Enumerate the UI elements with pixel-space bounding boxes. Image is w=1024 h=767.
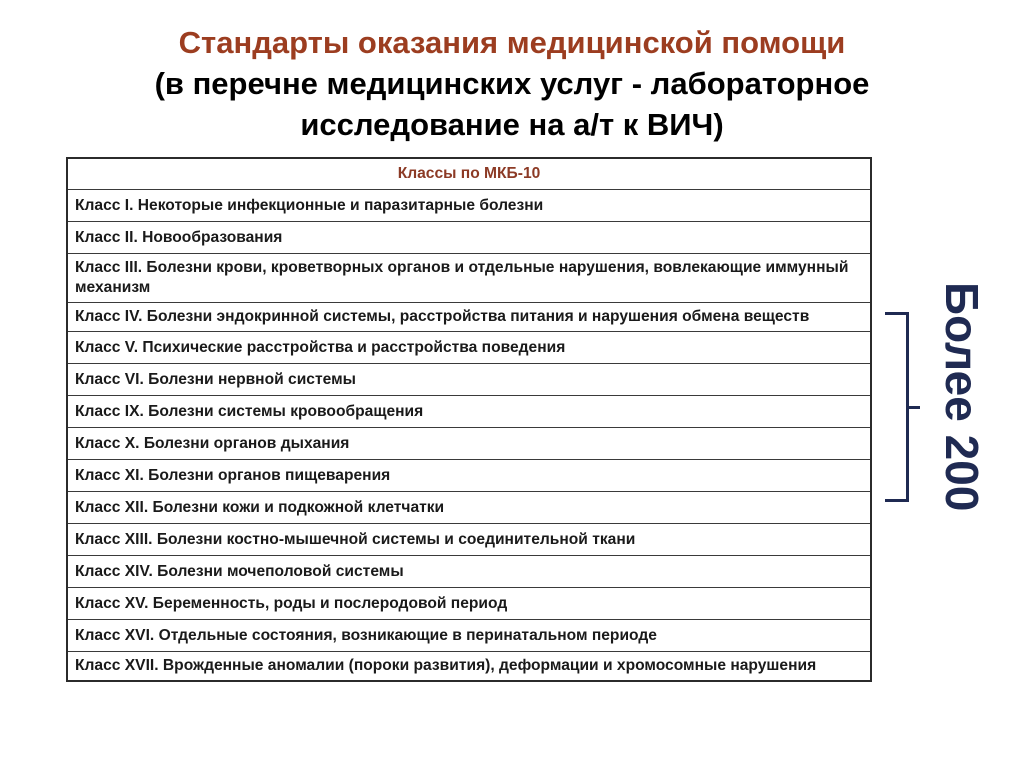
- table-header-row: [67, 158, 871, 190]
- table-row: [67, 190, 871, 222]
- table-row: [67, 332, 871, 364]
- table-row: [67, 460, 871, 492]
- title-line-1: Стандарты оказания медицинской помощи: [178, 25, 846, 60]
- table-cell: Класс VI. Болезни нервной системы: [67, 364, 871, 396]
- table-row: [67, 428, 871, 460]
- table-cell: Класс XI. Болезни органов пищеварения: [67, 460, 871, 492]
- table-row: [67, 492, 871, 524]
- slide-title: [0, 22, 1024, 145]
- table-cell: Класс XVII. Врожденные аномалии (пороки развития), деформации и хромосомные нарушения: [67, 652, 871, 682]
- table-row: [67, 652, 871, 682]
- table-row: [67, 303, 871, 332]
- table-cell: Класс I. Некоторые инфекционные и паразитарные болезни: [67, 190, 871, 222]
- table-cell: Класс II. Новообразования: [67, 222, 871, 254]
- table-row: [67, 620, 871, 652]
- table-row: [67, 222, 871, 254]
- table-cell: Класс IX. Болезни системы кровообращения: [67, 396, 871, 428]
- table-cell: Класс IV. Болезни эндокринной системы, расстройства питания и нарушения обмена веществ: [67, 303, 871, 332]
- side-label-count: Более 200: [936, 282, 988, 512]
- title-line-2: (в перечне медицинских услуг - лабораторное: [154, 66, 870, 101]
- table-cell: Класс XIII. Болезни костно-мышечной системы и соединительной ткани: [67, 524, 871, 556]
- table-row: [67, 396, 871, 428]
- table-cell: Класс XII. Болезни кожи и подкожной клетчатки: [67, 492, 871, 524]
- table-cell: Класс III. Болезни крови, кроветворных органов и отдельные нарушения, вовлекающие иммунный механизм: [67, 254, 871, 303]
- table-row: [67, 588, 871, 620]
- table-cell: Класс XV. Беременность, роды и послеродовой период: [67, 588, 871, 620]
- table-cell: Класс V. Психические расстройства и расстройства поведения: [67, 332, 871, 364]
- table-row: [67, 556, 871, 588]
- icd10-classes-table: [66, 157, 872, 682]
- table-header-cell: Классы по МКБ-10: [67, 158, 871, 190]
- table-cell: Класс X. Болезни органов дыхания: [67, 428, 871, 460]
- table-row: [67, 254, 871, 303]
- table-cell: Класс XVI. Отдельные состояния, возникающие в перинатальном периоде: [67, 620, 871, 652]
- table-cell: Класс XIV. Болезни мочеполовой системы: [67, 556, 871, 588]
- bracket-tick: [906, 406, 920, 409]
- table-row: [67, 364, 871, 396]
- title-line-3: исследование на а/т к ВИЧ): [300, 107, 724, 142]
- table-row: [67, 524, 871, 556]
